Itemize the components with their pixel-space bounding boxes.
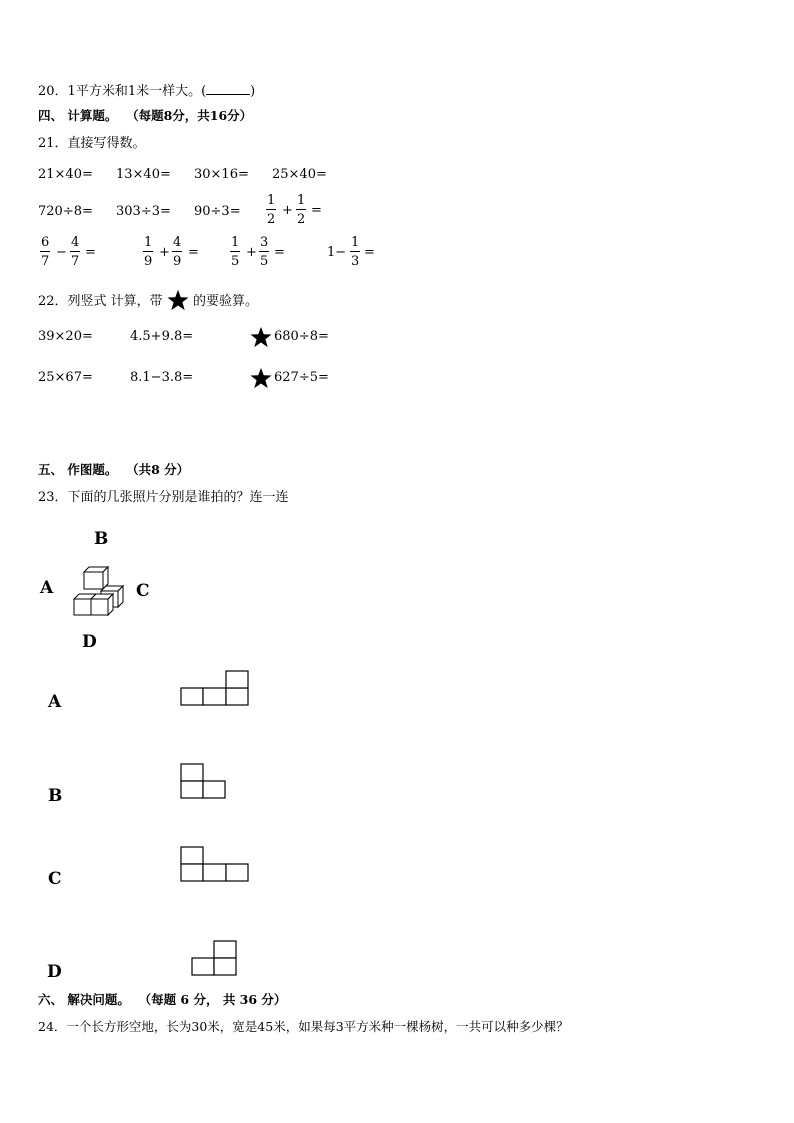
section5-note: （共8 分） (126, 462, 190, 477)
numerator: 6 (41, 235, 50, 250)
view-b-figure (180, 762, 228, 800)
denominator: 7 (71, 254, 80, 269)
q22-item: 680÷8= (274, 329, 329, 344)
direction-label-a: A (40, 578, 54, 598)
fraction (40, 236, 50, 268)
numerator: 4 (173, 235, 182, 250)
view-label-c: C (48, 869, 62, 889)
fraction (230, 236, 240, 268)
equals: = (274, 245, 285, 260)
section4-note: （每题8分，共16分） (126, 108, 253, 123)
numerator: 3 (260, 235, 269, 250)
numerator: 4 (71, 235, 80, 250)
equals: = (85, 245, 96, 260)
q22-item: 25×67= (38, 370, 93, 385)
q21-item: 720÷8= (38, 204, 93, 219)
denominator: 9 (173, 254, 182, 269)
q22-title-b: 的要验算。 (192, 294, 258, 309)
direction-label-c: C (136, 581, 150, 601)
section5-heading (38, 464, 189, 477)
numerator: 1 (267, 193, 276, 208)
fraction (266, 194, 276, 226)
q20-close: ) (250, 84, 256, 99)
q21-item: 30×16= (194, 167, 249, 182)
q21-item: 90÷3= (194, 204, 241, 219)
view-c-figure (180, 845, 250, 883)
denominator: 9 (144, 254, 153, 269)
q21-item: 25×40= (272, 167, 327, 182)
q21-item: 13×40= (116, 167, 171, 182)
star-icon (250, 326, 272, 348)
fraction (259, 236, 269, 268)
q22-item: 627÷5= (274, 370, 329, 385)
denominator: 5 (260, 254, 269, 269)
equals: = (188, 245, 199, 260)
lead-term: 1− (327, 245, 347, 260)
view-label-d: D (47, 962, 62, 982)
q20-text: 20．1平方米和1米一样大。( (38, 84, 207, 99)
direction-label-b: B (94, 529, 109, 549)
fraction (143, 236, 153, 268)
q24-text: 24．一个长方形空地，长为30米，宽是45米，如果每3平方米种一棵杨树，一共可以种多少棵？ (38, 1019, 569, 1034)
q23-title: 23．下面的几张照片分别是谁拍的？连一连 (38, 490, 289, 505)
direction-label-d: D (82, 632, 97, 652)
section6-title: 六、 解决问题。 (38, 992, 130, 1007)
q21-title: 21．直接写得数。 (38, 136, 146, 151)
numerator: 1 (144, 235, 153, 250)
star-icon (250, 367, 272, 389)
equals: = (364, 245, 375, 260)
numerator: 1 (351, 235, 360, 250)
q21-item: 303÷3= (116, 204, 171, 219)
view-label-a: A (48, 692, 62, 712)
equals: = (311, 203, 322, 218)
q22-item: 8.1−3.8= (130, 370, 194, 385)
denominator: 3 (351, 254, 360, 269)
q22-title (38, 289, 258, 311)
denominator: 2 (267, 212, 276, 227)
q22-title-a: 22．列竖式 计算，带 (38, 294, 163, 309)
q21-item: 21×40= (38, 167, 93, 182)
view-a-figure (180, 669, 250, 707)
denominator: 7 (41, 254, 50, 269)
q22-item: 4.5+9.8= (130, 329, 194, 344)
star-icon (167, 289, 189, 311)
fraction (296, 194, 306, 226)
section6-heading (38, 994, 286, 1007)
denominator: 5 (231, 254, 240, 269)
denominator: 2 (297, 212, 306, 227)
cube-stack-figure (70, 562, 126, 622)
view-label-b: B (48, 786, 63, 806)
operator: + (282, 203, 293, 218)
q22-item: 39×20= (38, 329, 93, 344)
section6-note: （每题 6 分， 共 36 分） (138, 992, 287, 1007)
numerator: 1 (297, 193, 306, 208)
q20-line (38, 84, 255, 98)
q20-answer-blank[interactable] (206, 84, 250, 95)
section4-title: 四、 计算题。 (38, 108, 118, 123)
fraction (172, 236, 182, 268)
view-d-figure (191, 939, 239, 977)
operator: + (159, 245, 170, 260)
section5-title: 五、 作图题。 (38, 462, 118, 477)
fraction (350, 236, 360, 268)
operator: + (246, 245, 257, 260)
section4-heading (38, 110, 252, 123)
fraction (70, 236, 80, 268)
numerator: 1 (231, 235, 240, 250)
operator: − (56, 245, 67, 260)
